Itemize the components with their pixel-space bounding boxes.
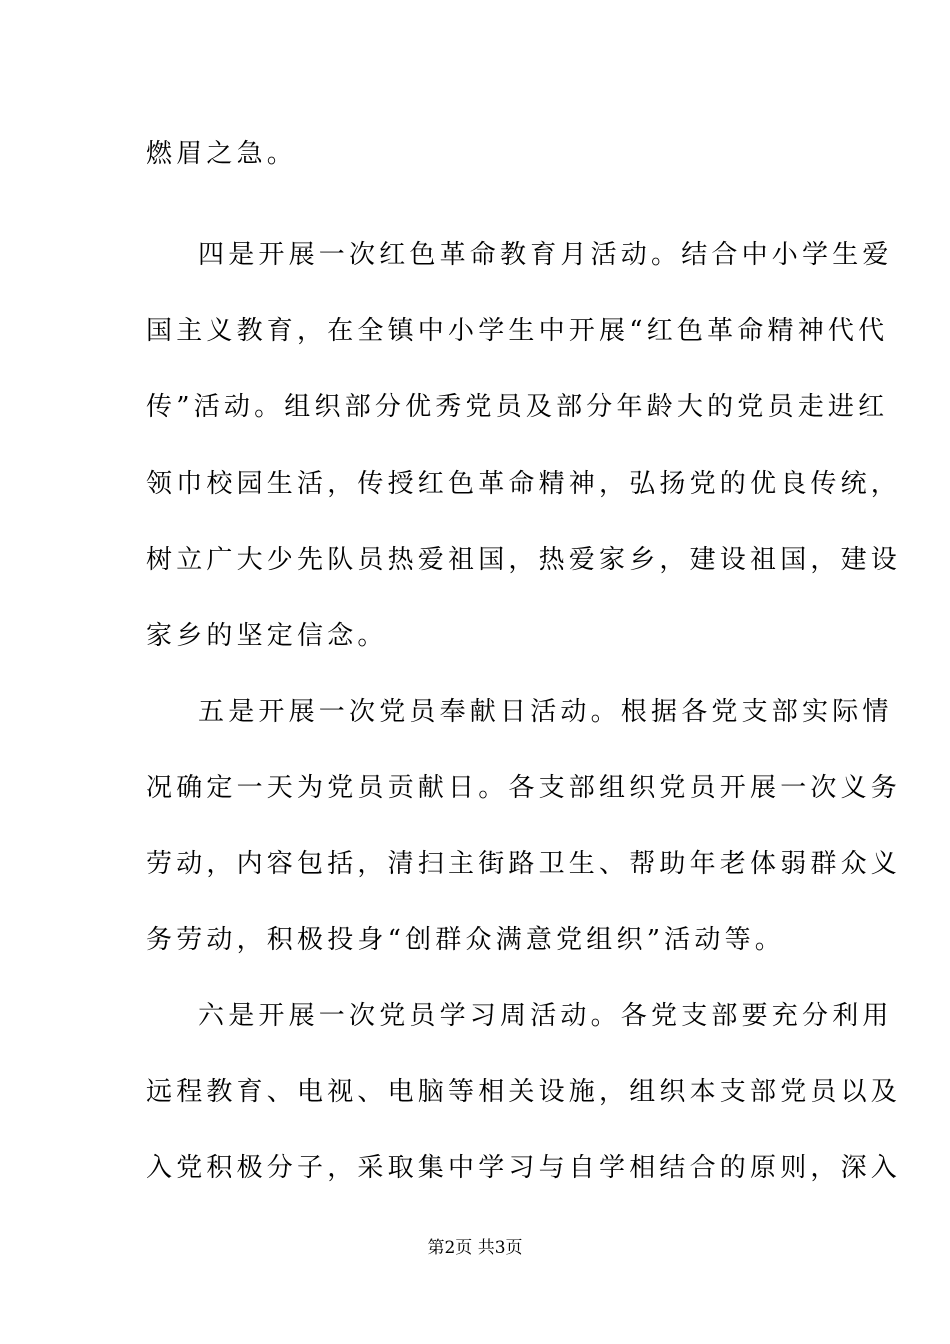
paragraph-start-line: 四是开展一次红色革命教育月活动。结合中小学生爱	[198, 240, 893, 270]
text-line: 入党积极分子，采取集中学习与自学相结合的原则，深入	[146, 1153, 902, 1183]
page-footer: 第2页 共3页	[427, 1238, 523, 1258]
text-line: 劳动，内容包括，清扫主街路卫生、帮助年老体弱群众义	[146, 849, 902, 879]
text-line: 燃眉之急。	[146, 139, 298, 169]
text-line: 传”活动。组织部分优秀党员及部分年龄大的党员走进红	[146, 392, 889, 422]
text-line: 家乡的坚定信念。	[146, 621, 388, 651]
text-line: 远程教育、电视、电脑等相关设施，组织本支部党员以及	[146, 1077, 902, 1107]
text-line: 国主义教育，在全镇中小学生中开展“红色革命精神代代	[146, 316, 889, 346]
paragraph-start-line: 五是开展一次党员奉献日活动。根据各党支部实际情	[198, 697, 893, 727]
text-line: 务劳动，积极投身“创群众满意党组织”活动等。	[146, 925, 785, 955]
paragraph-start-line: 六是开展一次党员学习周活动。各党支部要充分利用	[198, 1001, 893, 1031]
text-line: 况确定一天为党员贡献日。各支部组织党员开展一次义务	[146, 773, 902, 803]
text-line: 树立广大少先队员热爱祖国，热爱家乡，建设祖国，建设	[146, 545, 902, 575]
text-line: 领巾校园生活，传授红色革命精神，弘扬党的优良传统，	[146, 469, 902, 499]
